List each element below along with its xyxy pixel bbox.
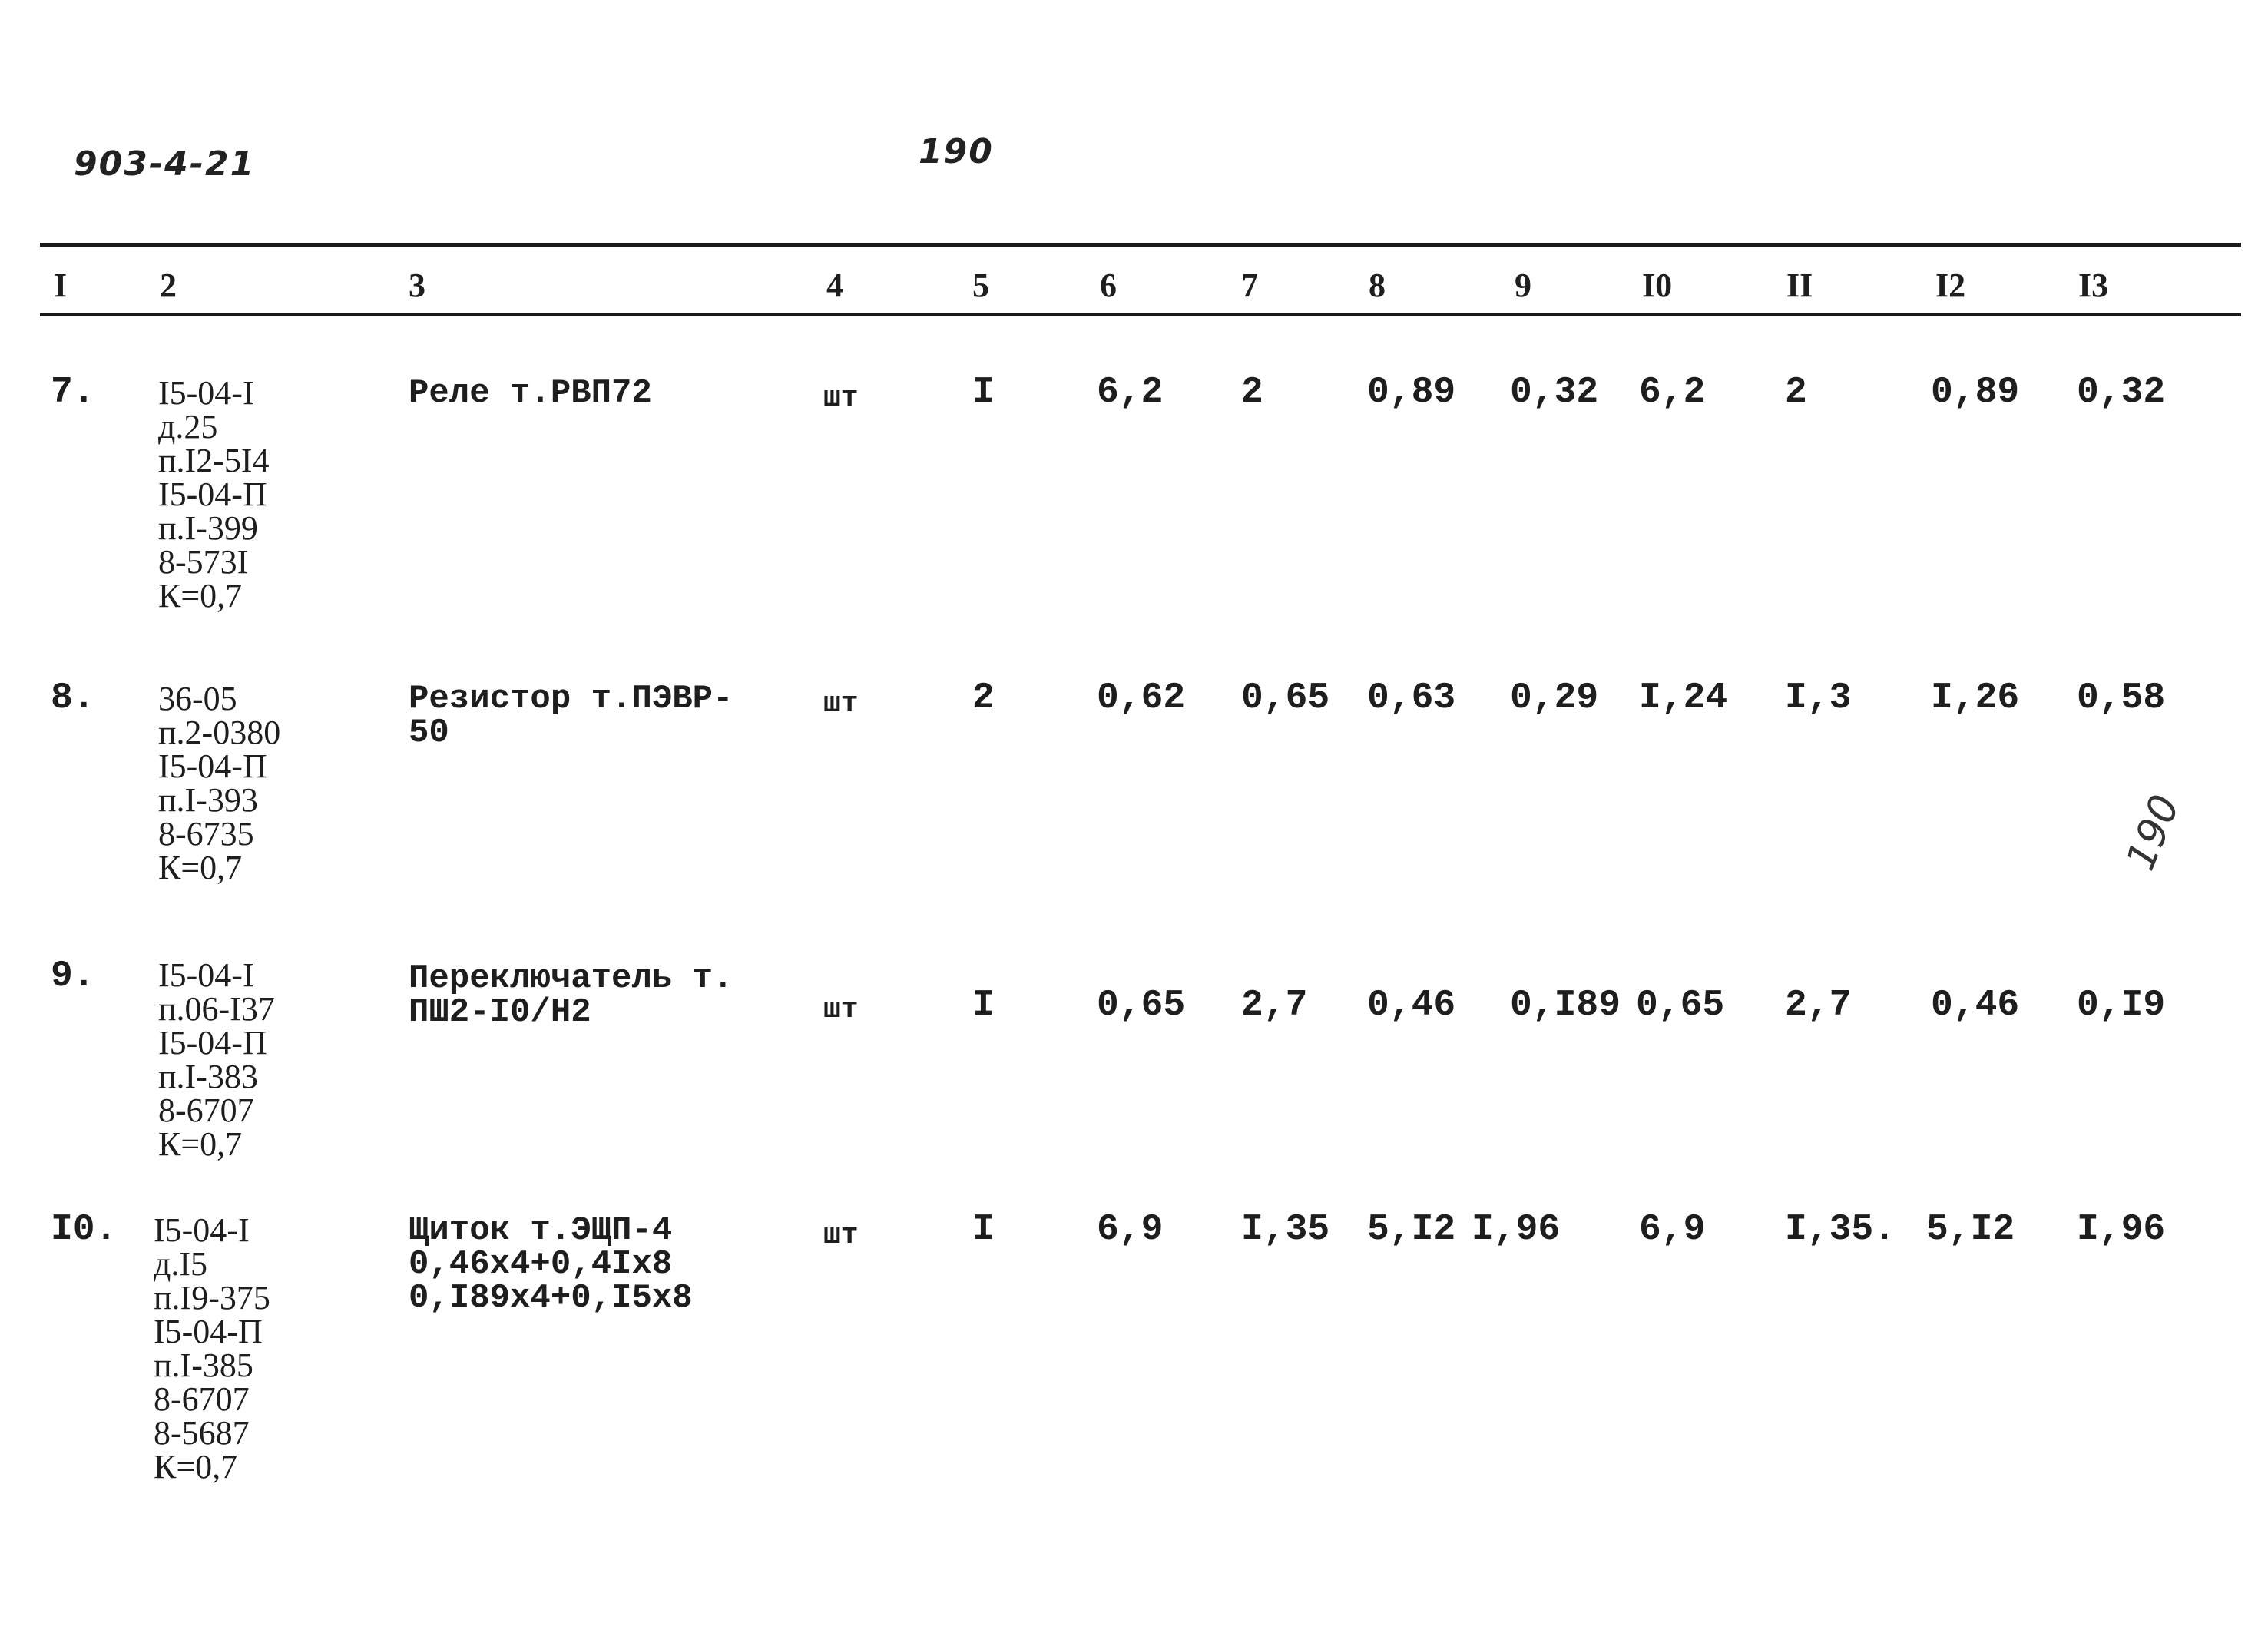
unit: шт <box>823 382 859 415</box>
margin-handwritten-note: 190 <box>2117 788 2190 877</box>
column-header-13: I3 <box>2078 267 2109 304</box>
value-col-8: 0,89 <box>1367 372 1456 413</box>
value-col-6: 6,9 <box>1097 1209 1164 1250</box>
quantity: I <box>972 985 995 1026</box>
value-col-13: I,96 <box>2077 1209 2166 1250</box>
column-header-4: 4 <box>826 267 843 304</box>
value-col-10: 0,65 <box>1636 985 1725 1026</box>
column-header-3: 3 <box>409 267 425 304</box>
value-col-11: I,35. <box>1785 1209 1896 1250</box>
value-col-10: 6,2 <box>1639 372 1706 413</box>
item-name: Реле т.РВП72 <box>409 374 652 412</box>
value-col-9: 0,I89 <box>1510 985 1621 1026</box>
value-col-12: 0,89 <box>1931 372 2020 413</box>
value-col-9: 0,29 <box>1510 677 1599 719</box>
value-col-6: 6,2 <box>1097 372 1164 413</box>
value-col-8: 0,63 <box>1367 677 1456 719</box>
row-number: 7. <box>51 372 95 413</box>
unit: шт <box>823 687 859 720</box>
column-header-10: I0 <box>1642 267 1673 304</box>
quantity: 2 <box>972 677 995 719</box>
value-col-10: I,24 <box>1639 677 1728 719</box>
unit: шт <box>823 1219 859 1252</box>
header-bottom-rule <box>40 313 2241 316</box>
value-col-11: 2,7 <box>1785 985 1852 1026</box>
column-header-11: II <box>1786 267 1813 304</box>
row-number: 8. <box>51 677 95 719</box>
value-col-7: 2 <box>1241 372 1263 413</box>
value-col-12: 5,I2 <box>1926 1209 2015 1250</box>
value-col-12: 0,46 <box>1931 985 2020 1026</box>
page-number: 190 <box>919 132 994 171</box>
value-col-13: 0,58 <box>2077 677 2166 719</box>
column-header-2: 2 <box>160 267 177 304</box>
value-col-11: I,3 <box>1785 677 1852 719</box>
column-header-12: I2 <box>1935 267 1966 304</box>
value-col-8: 5,I2 <box>1367 1209 1456 1250</box>
norm-code: I5-04-I п.06-I37 I5-04-П п.I-383 8-6707 К=0,7 <box>158 956 275 1163</box>
column-header-7: 7 <box>1241 267 1258 304</box>
value-col-12: I,26 <box>1931 677 2020 719</box>
norm-code: I5-04-I д.25 п.I2-5I4 I5-04-П п.I-399 8-573I К=0,7 <box>158 374 270 614</box>
value-col-6: 0,65 <box>1097 985 1186 1026</box>
document-code: 903-4-21 <box>74 144 256 184</box>
column-header-5: 5 <box>972 267 989 304</box>
value-col-13: 0,32 <box>2077 372 2166 413</box>
quantity: I <box>972 1209 995 1250</box>
column-header-1: I <box>54 267 68 304</box>
table-top-rule <box>40 243 2241 247</box>
item-name: Щиток т.ЭЩП-4 0,46х4+0,4Iх8 0,I89х4+0,I5х8 <box>409 1211 693 1317</box>
value-col-7: I,35 <box>1241 1209 1330 1250</box>
column-header-6: 6 <box>1100 267 1117 304</box>
value-col-9: I,96 <box>1472 1209 1561 1250</box>
norm-code: I5-04-I д.I5 п.I9-375 I5-04-П п.I-385 8-6707 8-5687 К=0,7 <box>154 1211 270 1486</box>
item-name: Резистор т.ПЭВР- 50 <box>409 680 733 752</box>
value-col-13: 0,I9 <box>2077 985 2166 1026</box>
row-number: I0. <box>51 1209 118 1250</box>
value-col-8: 0,46 <box>1367 985 1456 1026</box>
unit: шт <box>823 993 859 1026</box>
value-col-6: 0,62 <box>1097 677 1186 719</box>
value-col-9: 0,32 <box>1510 372 1599 413</box>
norm-code: 36-05 п.2-0380 I5-04-П п.I-393 8-6735 К=0,7 <box>158 680 281 886</box>
value-col-10: 6,9 <box>1639 1209 1706 1250</box>
value-col-11: 2 <box>1785 372 1807 413</box>
item-name: Переключатель т. ПШ2-I0/Н2 <box>409 959 733 1032</box>
quantity: I <box>972 372 995 413</box>
column-header-9: 9 <box>1515 267 1531 304</box>
column-header-8: 8 <box>1369 267 1386 304</box>
value-col-7: 2,7 <box>1241 985 1308 1026</box>
row-number: 9. <box>51 956 95 997</box>
value-col-7: 0,65 <box>1241 677 1330 719</box>
